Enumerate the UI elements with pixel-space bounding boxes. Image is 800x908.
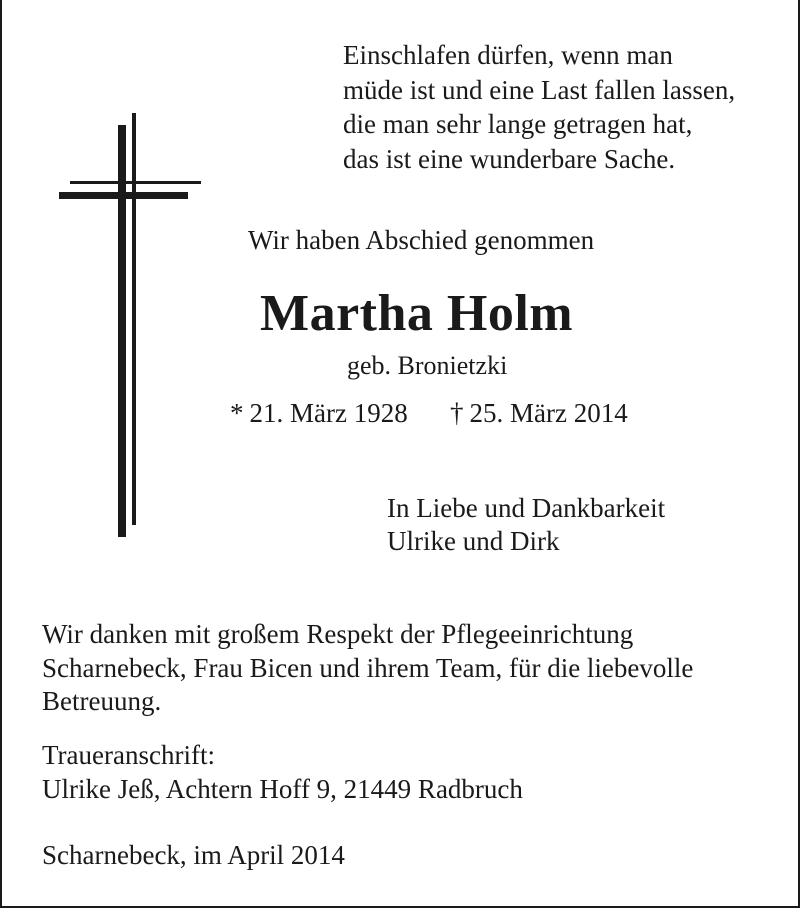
cross-vertical-thin: [132, 113, 136, 525]
thanks-line: Betreuung.: [42, 686, 162, 716]
motto-line: müde ist und eine Last fallen lassen,: [343, 74, 736, 105]
cross-horizontal-thin: [70, 181, 201, 184]
thanks-line: Scharnebeck, Frau Bicen und ihrem Team, für die liebevolle: [42, 652, 694, 683]
death-date: [450, 398, 628, 429]
death-date-text: 25. März 2014: [469, 398, 628, 428]
address-label: Traueranschrift:: [42, 740, 215, 770]
mourners-line: In Liebe und Dankbarkeit: [387, 493, 666, 523]
death-dagger-icon: †: [450, 398, 464, 428]
deceased-name: Martha Holm: [260, 285, 574, 342]
mourning-address: [42, 738, 523, 806]
birth-date-text: 21. März 1928: [249, 398, 408, 428]
motto-line: Einschlafen dürfen, wenn man: [343, 40, 673, 70]
motto-line: das ist eine wunderbare Sache.: [343, 143, 676, 174]
announcement: Wir haben Abschied genommen: [248, 225, 595, 255]
motto-line: die man sehr lange getragen hat,: [343, 109, 693, 139]
cross-horizontal-thick: [59, 192, 188, 199]
birth-star-icon: *: [230, 398, 244, 428]
birth-date: [230, 398, 408, 429]
thanks-paragraph: [42, 618, 693, 719]
cross-vertical-thick: [118, 125, 126, 537]
mourners-line: Ulrike und Dirk: [387, 526, 560, 556]
motto-verse: [343, 38, 735, 176]
mourners-block: [387, 492, 665, 558]
address-text: Ulrike Jeß, Achtern Hoff 9, 21449 Radbruch: [42, 774, 523, 804]
birth-name: geb. Bronietzki: [347, 351, 508, 380]
thanks-line: Wir danken mit großem Respekt der Pflegeeinrichtung: [42, 619, 634, 649]
place-date: Scharnebeck, im April 2014: [42, 840, 345, 870]
